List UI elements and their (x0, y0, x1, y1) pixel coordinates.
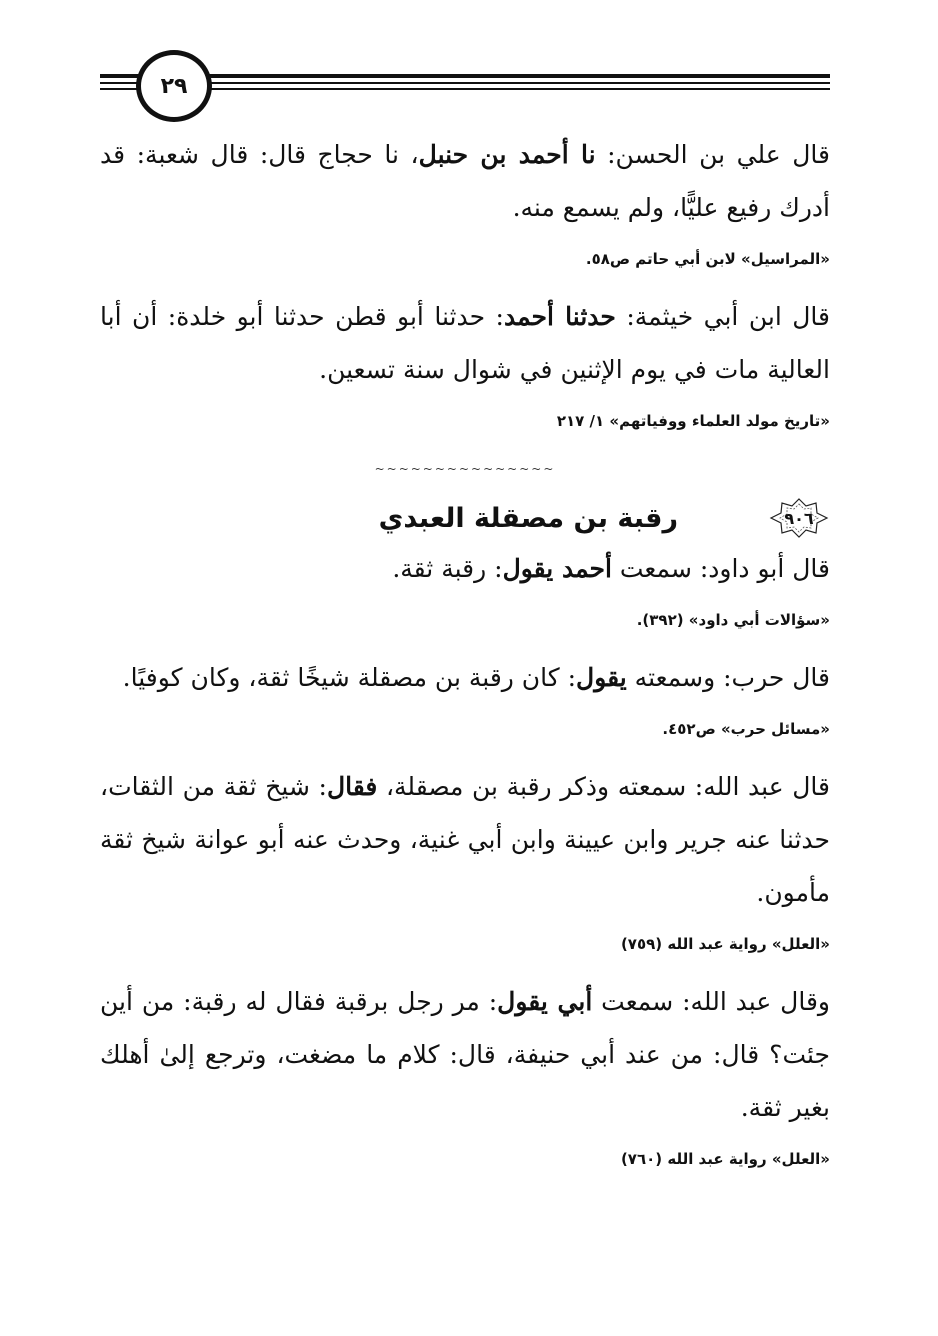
paragraph-emphasis: يقول (576, 663, 627, 692)
paragraph-text: قال أبو داود: سمعت (611, 554, 830, 583)
page-number: ٢٩ (136, 50, 212, 122)
section-divider-ornament: ~~~~~~~~~~~~~~~ (374, 462, 556, 476)
page-header (100, 50, 830, 120)
source-reference: «سؤالات أبي داود» (٣٩٢). (636, 611, 830, 629)
paragraph-text: وقال عبد الله: سمعت (592, 987, 830, 1016)
source-reference: «العلل» رواية عبد الله (٧٦٠) (620, 1150, 830, 1168)
paragraph-text: ، نا حجاج قال: قال شعبة: قد أدرك رفيع عليًّا، ولم يسمع منه. (100, 140, 830, 222)
paragraph (100, 760, 830, 919)
paragraph-text: : رقبة ثقة. (392, 554, 503, 583)
paragraph-text: قال علي بن الحسن: (595, 140, 830, 169)
paragraph-text: : شيخ ثقة من الثقات، حدثنا عنه جرير وابن عيينة وابن أبي غنية، وحدث عنه أبو عوانة شيخ ثقة مأمون. (100, 772, 830, 907)
entry-title: رقبة بن مصقلة العبدي (378, 502, 678, 534)
paragraph-text: : حدثنا أبو قطن حدثنا أبو خلدة: أن أبا العالية مات في يوم الإثنين في شوال سنة تسعين. (100, 302, 830, 384)
paragraph-text: قال عبد الله: سمعته وذكر رقبة بن مصقلة، (377, 772, 830, 801)
source-reference: «المراسيل» لابن أبي حاتم ص٥٨. (585, 250, 830, 268)
source-reference: «تاريخ مولد العلماء ووفياتهم» ١/ ٢١٧ (556, 412, 830, 430)
paragraph (100, 651, 830, 704)
page-body (100, 128, 830, 1190)
entry-number-badge (768, 498, 830, 538)
entry-number: ٩٠٦ (784, 508, 814, 528)
entry-heading (100, 498, 830, 538)
paragraph-emphasis: أحمد يقول (502, 554, 612, 583)
paragraph-text: قال حرب: وسمعته (626, 663, 830, 692)
paragraph (100, 542, 830, 595)
paragraph (100, 290, 830, 396)
paragraph-emphasis: أبي يقول (497, 987, 593, 1016)
paragraph (100, 975, 830, 1134)
source-reference: «مسائل حرب» ص٤٥٢. (662, 720, 830, 738)
paragraph-emphasis: نا أحمد بن حنبل (418, 140, 596, 169)
paragraph-emphasis: حدثنا أحمد (503, 302, 616, 331)
paragraph-emphasis: فقال (326, 772, 378, 801)
paragraph-text: : كان رقبة بن مصقلة شيخًا ثقة، وكان كوفيًا. (122, 663, 577, 692)
paragraph-text: : مر رجل برقبة فقال له رقبة: من أين جئت؟ قال: من عند أبي حنيفة، قال: كلام ما مضغت، وترجع إلىٰ أهلك بغير ثقة. (100, 987, 830, 1122)
paragraph-text: قال ابن أبي خيثمة: (615, 302, 830, 331)
paragraph (100, 128, 830, 234)
source-reference: «العلل» رواية عبد الله (٧٥٩) (620, 935, 830, 953)
